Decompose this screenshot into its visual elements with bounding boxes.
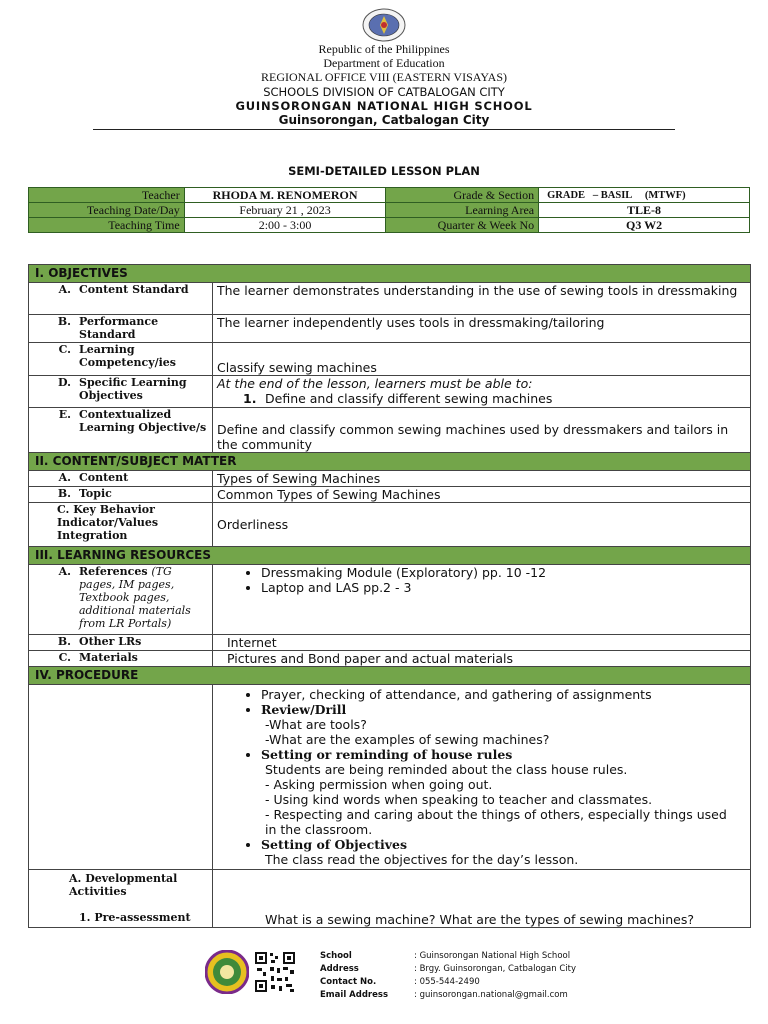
- time-value: 2:00 - 3:00: [184, 218, 386, 233]
- obj-d-item-num: 1.: [243, 391, 257, 406]
- proc-prayer: • Prayer, checking of attendance, and gathering of assignments: [261, 687, 746, 702]
- procedure-heading: IV. PROCEDURE: [29, 667, 751, 685]
- pre-assessment-text: What is a sewing machine? What are the types of sewing machines?: [213, 870, 751, 928]
- dev-activities-label: A. Developmental Activities: [69, 872, 178, 898]
- res-b-label: Other LRs: [79, 635, 142, 648]
- lesson-info-table: [28, 187, 750, 233]
- proc-review-heading: • Review/Drill: [261, 702, 746, 717]
- obj-c-text: Classify sewing machines: [213, 343, 751, 376]
- content-a-label: Content: [79, 471, 129, 484]
- lesson-plan-table: [28, 264, 751, 928]
- obj-b-label: Performance Standard: [79, 315, 159, 341]
- obj-a-text: The learner demonstrates understanding in the use of sewing tools in dressmaking: [213, 283, 751, 315]
- proc-objectives-heading: • Setting of Objectives: [261, 837, 746, 852]
- res-a-label: References: [79, 565, 148, 578]
- proc-rules-intro: Students are being reminded about the class house rules.: [265, 762, 628, 777]
- obj-e-label: Contextualized Learning Objective/s: [79, 408, 207, 434]
- content-b-label: Topic: [79, 487, 112, 500]
- proc-rule-3: - Respecting and caring about the things of others, especially things used in the classroom.: [265, 807, 727, 837]
- quarter-value: Q3 W2: [539, 218, 750, 233]
- proc-rules-heading: • Setting or reminding of house rules: [261, 747, 746, 762]
- obj-e-text: Define and classify common sewing machines used by dressmakers and tailors in the community: [213, 408, 751, 453]
- proc-rule-1: - Asking permission when going out.: [265, 777, 493, 792]
- obj-c-label: Learning Competency/ies: [79, 343, 176, 369]
- footer-email-value: : guinsorongan.national@gmail.com: [414, 990, 568, 1000]
- objectives-heading: I. OBJECTIVES: [29, 265, 751, 283]
- obj-d-item: Define and classify different sewing machines: [265, 391, 553, 406]
- content-a-num: A.: [58, 471, 71, 484]
- grade-value: GRADE – BASIL (MTWF): [539, 188, 750, 203]
- header-division: SCHOOLS DIVISION OF CATBALOGAN CITY: [263, 85, 505, 99]
- obj-b-text: The learner independently uses tools in dressmaking/tailoring: [213, 315, 751, 343]
- teacher-value: RHODA M. RENOMERON: [184, 188, 386, 203]
- header-republic: Republic of the Philippines: [318, 42, 450, 56]
- res-b-text: Internet: [213, 635, 751, 651]
- res-a-item-1: • Dressmaking Module (Exploratory) pp. 10 -12: [261, 565, 746, 580]
- res-c-num: C.: [58, 651, 71, 664]
- res-a-item-2: • Laptop and LAS pp.2 - 3: [261, 580, 746, 595]
- footer-school-value: : Guinsorongan National High School: [414, 951, 571, 961]
- header-location: Guinsorongan, Catbalogan City: [278, 113, 490, 127]
- footer-contact-label: Contact No.: [320, 977, 377, 987]
- footer-address-label: Address: [320, 964, 359, 974]
- content-c-text: Orderliness: [213, 503, 751, 547]
- obj-c-num: C.: [58, 343, 71, 356]
- obj-d-num: D.: [58, 376, 71, 389]
- header-school: GUINSORONGAN NATIONAL HIGH SCHOOL: [235, 99, 533, 113]
- obj-b-num: B.: [57, 315, 71, 328]
- header-divider: [93, 129, 675, 130]
- area-value: TLE-8: [539, 203, 750, 218]
- date-value: February 21 , 2023: [184, 203, 386, 218]
- proc-rule-2: - Using kind words when speaking to teacher and classmates.: [265, 792, 653, 807]
- footer-email-label: Email Address: [320, 990, 389, 1000]
- proc-review-q1: -What are tools?: [265, 717, 367, 732]
- qr-code-icon: [253, 950, 297, 994]
- content-c-label: C. Key Behavior Indicator/Values Integration: [57, 503, 159, 542]
- deped-seal-icon: [361, 8, 407, 42]
- header-region: REGIONAL OFFICE VIII (EASTERN VISAYAS): [260, 70, 507, 84]
- quarter-label: Quarter & Week No: [386, 218, 539, 233]
- time-label: Teaching Time: [29, 218, 185, 233]
- obj-a-label: Content Standard: [79, 283, 189, 296]
- obj-e-num: E.: [58, 408, 71, 421]
- proc-review-q2: -What are the examples of sewing machines?: [265, 732, 550, 747]
- date-label: Teaching Date/Day: [29, 203, 185, 218]
- page-title: SEMI-DETAILED LESSON PLAN: [288, 164, 480, 178]
- grade-label: Grade & Section: [386, 188, 539, 203]
- area-label: Learning Area: [386, 203, 539, 218]
- proc-objectives-text: The class read the objectives for the day’s lesson.: [265, 852, 579, 867]
- teacher-label: Teacher: [29, 188, 185, 203]
- header-department: Department of Education: [323, 56, 445, 70]
- content-b-num: B.: [57, 487, 71, 500]
- footer-address-value: : Brgy. Guinsorongan, Catbalogan City: [414, 964, 576, 974]
- resources-heading: III. LEARNING RESOURCES: [29, 547, 751, 565]
- obj-a-num: A.: [58, 283, 71, 296]
- content-heading: II. CONTENT/SUBJECT MATTER: [29, 453, 751, 471]
- res-c-text: Pictures and Bond paper and actual materials: [213, 651, 751, 667]
- content-b-text: Common Types of Sewing Machines: [213, 487, 751, 503]
- res-a-num: A.: [58, 565, 71, 578]
- res-b-num: B.: [57, 635, 71, 648]
- res-c-label: Materials: [79, 651, 138, 664]
- obj-d-label: Specific Learning Objectives: [79, 376, 187, 402]
- footer-contact-value: : 055-544-2490: [414, 977, 480, 987]
- school-logo-icon: [205, 950, 249, 994]
- obj-d-intro: At the end of the lesson, learners must be able to:: [217, 376, 533, 391]
- res-a-note: (TG pages, IM pages, Textbook pages, additional materials from LR Portals): [79, 565, 191, 630]
- footer-school-label: School: [320, 951, 352, 961]
- content-a-text: Types of Sewing Machines: [213, 471, 751, 487]
- pre-assessment-label: 1. Pre-assessment: [79, 911, 191, 924]
